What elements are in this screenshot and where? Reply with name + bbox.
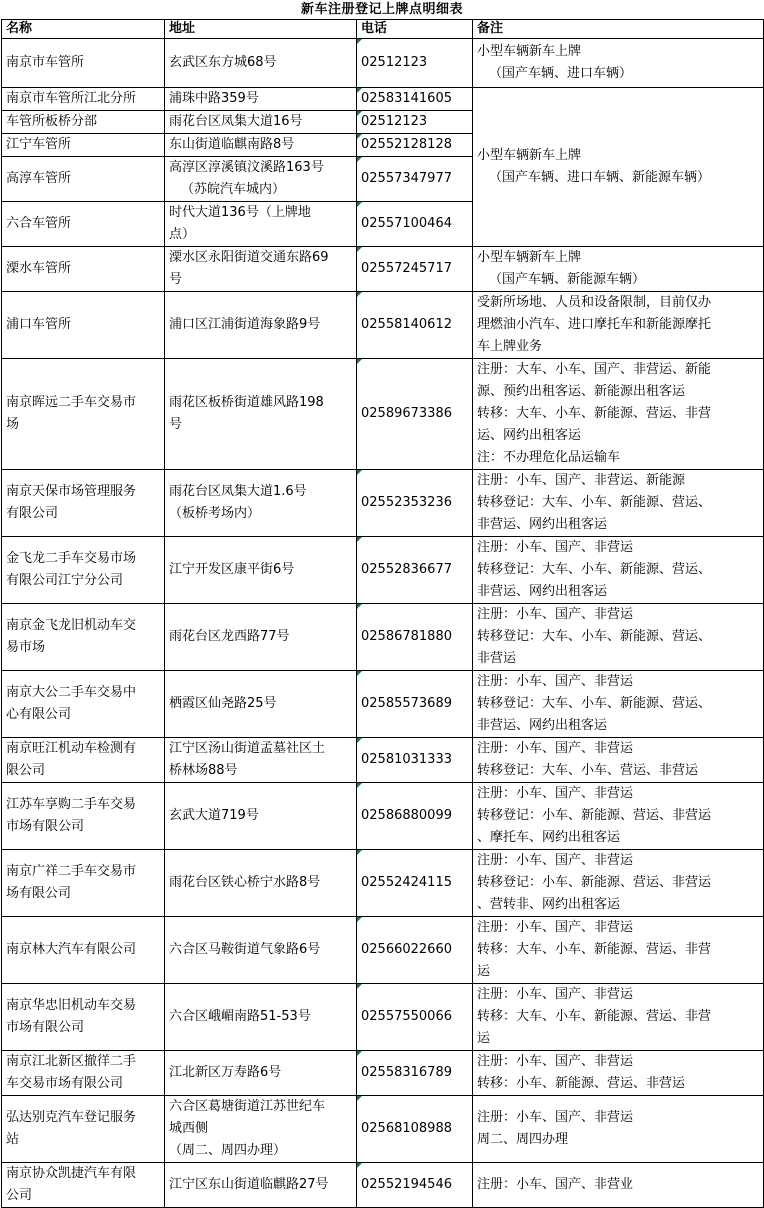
cell-line: 浦口区江浦街道海象路9号	[169, 317, 321, 332]
cell-phone: 02585573689	[357, 671, 473, 738]
cell-line: 场有限公司	[6, 886, 72, 901]
cell-address	[165, 359, 357, 470]
cell-line: 六合车管所	[6, 216, 72, 231]
cell-remarks	[473, 850, 764, 917]
cell-line: 转移登记：大车、小车、新能源、营运、	[477, 562, 712, 577]
cell-name	[2, 88, 165, 111]
cell-name	[2, 292, 165, 359]
cell-line: 高淳区淳溪镇汶溪路163号	[169, 160, 324, 175]
cell-name	[2, 917, 165, 984]
column-header-phone: 电话	[357, 20, 473, 39]
cell-line: （周二、周四办理）	[169, 1143, 287, 1158]
cell-line: 转移登记：小车、新能源、营运、非营运	[477, 875, 712, 890]
table-row	[2, 39, 764, 88]
cell-address	[165, 1096, 357, 1163]
cell-line: 注：不办理危化品运输车	[477, 450, 621, 465]
cell-line: 注册：小车、国产、非营运	[477, 607, 634, 622]
table-row	[2, 604, 764, 671]
cell-line: 雨花台区凤集大道16号	[169, 114, 303, 129]
cell-line: 时代大道136号（上牌地	[169, 205, 311, 220]
cell-line: 转移登记：小车、新能源、营运、非营运	[477, 808, 712, 823]
cell-remarks	[473, 39, 764, 88]
cell-line: 金飞龙二手车交易市场	[6, 551, 137, 566]
cell-line: 限公司	[6, 763, 46, 778]
cell-remarks	[473, 1096, 764, 1163]
cell-line: 东山街道临麒南路8号	[169, 137, 295, 152]
cell-line: 南京晖远二手车交易市	[6, 395, 137, 410]
cell-line: 六合区峨嵋南路51-53号	[169, 1009, 311, 1024]
cell-name	[2, 202, 165, 247]
cell-address	[165, 783, 357, 850]
cell-line: 高淳车管所	[6, 171, 72, 186]
cell-line: （国产车辆、进口车辆、新能源车辆）	[489, 170, 711, 185]
column-header-name: 名称	[2, 20, 165, 39]
cell-phone: 02558140612	[357, 292, 473, 359]
cell-line: 注册：小车、国产、非营运	[477, 540, 634, 555]
cell-line: 城西侧	[169, 1121, 209, 1136]
cell-line: 车上牌业务	[477, 339, 543, 354]
cell-line: 转移：大车、小车、新能源、营运、非营	[477, 942, 712, 957]
cell-name	[2, 134, 165, 157]
cell-line: 场	[6, 417, 20, 432]
cell-address	[165, 134, 357, 157]
cell-line: 转移登记：大车、小车、新能源、营运、	[477, 696, 712, 711]
cell-remarks	[473, 247, 764, 292]
table-row	[2, 783, 764, 850]
cell-phone: 02586781880	[357, 604, 473, 671]
cell-line: 江宁车管所	[6, 137, 72, 152]
cell-address	[165, 537, 357, 604]
column-header-address: 地址	[165, 20, 357, 39]
cell-line: 点）	[169, 227, 196, 242]
cell-address	[165, 1051, 357, 1096]
cell-line: 注册：小车、国产、非营运	[477, 1110, 634, 1125]
cell-address	[165, 1163, 357, 1208]
cell-line: 南京江北新区撤徉二手	[6, 1054, 137, 1069]
cell-line: 非营运、网约出租客运	[477, 584, 608, 599]
cell-line: 市场有限公司	[6, 819, 85, 834]
cell-remarks	[473, 604, 764, 671]
cell-line: 心有限公司	[6, 707, 72, 722]
cell-line: 非营运	[477, 651, 517, 666]
cell-address	[165, 247, 357, 292]
cell-line: 转移：大车、小车、新能源、营运、非营	[477, 1009, 712, 1024]
cell-phone: 02512123	[357, 111, 473, 134]
cell-address	[165, 850, 357, 917]
cell-line: （国产车辆、新能源车辆）	[489, 272, 646, 287]
cell-phone: 02583141605	[357, 88, 473, 111]
cell-line: 浦珠中路359号	[169, 91, 259, 106]
table-row	[2, 537, 764, 604]
cell-phone: 02557550066	[357, 984, 473, 1051]
cell-phone: 02557245717	[357, 247, 473, 292]
cell-line: 江北新区万寿路6号	[169, 1065, 282, 1080]
cell-line: 、营转非、网约出租客运	[477, 897, 621, 912]
column-header-remarks: 备注	[473, 20, 764, 39]
cell-phone: 02558316789	[357, 1051, 473, 1096]
cell-address	[165, 917, 357, 984]
cell-phone: 02557100464	[357, 202, 473, 247]
cell-line: 转移登记：大车、小车、新能源、营运、	[477, 495, 712, 510]
cell-address	[165, 39, 357, 88]
cell-line: 弘达别克汽车登记服务	[6, 1110, 137, 1125]
cell-line: 受新所场地、人员和设备限制，目前仅办	[477, 295, 712, 310]
cell-line: 南京市车管所江北分所	[6, 91, 137, 106]
cell-name	[2, 359, 165, 470]
cell-line: 注册：小车、国产、非营运	[477, 786, 634, 801]
cell-address	[165, 604, 357, 671]
cell-line: 注册：小车、国产、非营运	[477, 674, 634, 689]
cell-line: 六合区马鞍街道气象路6号	[169, 942, 321, 957]
cell-line: 号	[169, 272, 183, 287]
cell-line: 雨花台区龙西路77号	[169, 629, 290, 644]
table-row	[2, 917, 764, 984]
cell-line: 南京旺江机动车检测有	[6, 741, 137, 756]
cell-line: 雨花台区凤集大道1.6号	[169, 484, 307, 499]
cell-name	[2, 738, 165, 783]
cell-name	[2, 111, 165, 134]
cell-name	[2, 537, 165, 604]
cell-line: 市场有限公司	[6, 1020, 85, 1035]
cell-phone: 02552836677	[357, 537, 473, 604]
cell-remarks	[473, 1051, 764, 1096]
cell-line: 注册：小车、国产、非营运	[477, 853, 634, 868]
cell-line: 桥林场88号	[169, 763, 238, 778]
cell-line: 注册：小车、国产、非营运	[477, 1054, 634, 1069]
cell-line: 小型车辆新车上牌	[477, 250, 582, 265]
cell-line: 有限公司江宁分公司	[6, 573, 124, 588]
cell-name	[2, 1163, 165, 1208]
cell-remarks	[473, 984, 764, 1051]
cell-line: 注册：小车、国产、非营业	[477, 1177, 634, 1192]
registration-table	[1, 19, 764, 1208]
cell-phone: 02512123	[357, 39, 473, 88]
cell-line: 溧水车管所	[6, 261, 72, 276]
cell-phone: 02552353236	[357, 470, 473, 537]
table-row	[2, 850, 764, 917]
cell-line: 玄武区东方城68号	[169, 55, 277, 70]
cell-address	[165, 292, 357, 359]
cell-line: 浦口车管所	[6, 317, 72, 332]
cell-phone: 02568108988	[357, 1096, 473, 1163]
cell-line: 小型车辆新车上牌	[477, 148, 582, 163]
cell-address	[165, 88, 357, 111]
table-row	[2, 738, 764, 783]
cell-line: 周二、周四办理	[477, 1132, 569, 1147]
table-row	[2, 359, 764, 470]
cell-line: 号	[169, 417, 183, 432]
cell-remarks	[473, 738, 764, 783]
cell-line: 注册：小车、国产、非营运	[477, 987, 634, 1002]
cell-line: 非营运、网约出租客运	[477, 517, 608, 532]
cell-line: 雨花台区铁心桥宁水路8号	[169, 875, 321, 890]
cell-line: 南京金飞龙旧机动车交	[6, 618, 137, 633]
cell-line: 注册：小车、国产、非营运	[477, 920, 634, 935]
cell-line: 雨花区板桥街道雄风路198	[169, 395, 324, 410]
cell-line: 转移登记：大车、小车、新能源、营运、	[477, 629, 712, 644]
cell-line: 运	[477, 1031, 491, 1046]
cell-line: 江宁区东山街道临麒路27号	[169, 1177, 329, 1192]
cell-phone: 02557347977	[357, 157, 473, 202]
table-row	[2, 984, 764, 1051]
cell-line: 转移：小车、新能源、营运、非营运	[477, 1076, 686, 1091]
cell-line: （板桥考场内）	[169, 506, 261, 521]
table-header-row	[2, 20, 764, 39]
cell-remarks	[473, 292, 764, 359]
cell-line: 江宁区汤山街道孟墓社区土	[169, 741, 326, 756]
cell-line: 南京林大汽车有限公司	[6, 942, 137, 957]
cell-remarks	[473, 671, 764, 738]
cell-line: 南京华忠旧机动车交易	[6, 998, 137, 1013]
cell-remarks	[473, 1163, 764, 1208]
cell-remarks	[473, 470, 764, 537]
cell-line: 南京市车管所	[6, 55, 85, 70]
cell-name	[2, 1096, 165, 1163]
cell-address	[165, 202, 357, 247]
cell-phone: 02552128128	[357, 134, 473, 157]
cell-address	[165, 738, 357, 783]
cell-line: 六合区葛塘街道江苏世纪车	[169, 1099, 326, 1114]
cell-name	[2, 157, 165, 202]
cell-phone: 02581031333	[357, 738, 473, 783]
cell-line: 注册：小车、国产、非营运、新能源	[477, 473, 686, 488]
table-row	[2, 88, 764, 111]
cell-line: 江苏车享购二手车交易	[6, 797, 137, 812]
cell-phone: 02552424115	[357, 850, 473, 917]
table-row	[2, 1163, 764, 1208]
cell-line: 运、网约出租客运	[477, 428, 582, 443]
cell-name	[2, 984, 165, 1051]
cell-line: 车交易市场有限公司	[6, 1076, 124, 1091]
cell-line: 公司	[6, 1188, 33, 1203]
cell-remarks	[473, 783, 764, 850]
table-row	[2, 247, 764, 292]
cell-line: 注册：小车、国产、非营运	[477, 741, 634, 756]
cell-address	[165, 157, 357, 202]
cell-line: 源、预约出租客运、新能源出租客运	[477, 384, 686, 399]
cell-name	[2, 1051, 165, 1096]
cell-line: 非营运、网约出租客运	[477, 718, 608, 733]
cell-phone: 02589673386	[357, 359, 473, 470]
cell-name	[2, 604, 165, 671]
cell-line: 小型车辆新车上牌	[477, 44, 582, 59]
cell-phone: 02566022660	[357, 917, 473, 984]
cell-name	[2, 671, 165, 738]
cell-line: 江宁开发区康平街6号	[169, 562, 295, 577]
cell-line: 有限公司	[6, 506, 59, 521]
cell-line: （国产车辆、进口车辆）	[489, 66, 633, 81]
cell-remarks	[473, 359, 764, 470]
cell-line: 车管所板桥分部	[6, 114, 98, 129]
table-row	[2, 1096, 764, 1163]
cell-name	[2, 783, 165, 850]
cell-remarks	[473, 88, 764, 247]
cell-line: 、摩托车、网约出租客运	[477, 830, 621, 845]
page-title: 新车注册登记上牌点明细表	[300, 2, 463, 17]
cell-name	[2, 39, 165, 88]
cell-remarks	[473, 917, 764, 984]
table-row	[2, 1051, 764, 1096]
table-row	[2, 671, 764, 738]
table-row	[2, 470, 764, 537]
cell-phone: 02586880099	[357, 783, 473, 850]
cell-remarks	[473, 537, 764, 604]
cell-line: 南京天保市场管理服务	[6, 484, 137, 499]
cell-line: 南京广祥二手车交易市	[6, 864, 137, 879]
cell-line: 转移登记：大车、小车、营运、非营运	[477, 763, 699, 778]
cell-name	[2, 470, 165, 537]
cell-address	[165, 984, 357, 1051]
cell-line: 理燃油小汽车、进口摩托车和新能源摩托	[477, 317, 712, 332]
cell-line: 溧水区永阳街道交通东路69	[169, 250, 329, 265]
cell-address	[165, 111, 357, 134]
cell-line: 栖霞区仙尧路25号	[169, 696, 277, 711]
cell-name	[2, 247, 165, 292]
cell-line: 注册：大车、小车、国产、非营运、新能	[477, 362, 712, 377]
cell-address	[165, 671, 357, 738]
cell-line: （苏皖汽车城内）	[181, 182, 286, 197]
cell-line: 转移：大车、小车、新能源、营运、非营	[477, 406, 712, 421]
cell-address	[165, 470, 357, 537]
table-row	[2, 292, 764, 359]
cell-phone: 02552194546	[357, 1163, 473, 1208]
cell-line: 站	[6, 1132, 20, 1147]
cell-name	[2, 850, 165, 917]
cell-line: 南京大公二手车交易中	[6, 685, 137, 700]
cell-line: 易市场	[6, 640, 46, 655]
cell-line: 运	[477, 964, 491, 979]
cell-line: 南京协众凯捷汽车有限	[6, 1166, 137, 1181]
cell-line: 玄武大道719号	[169, 808, 259, 823]
